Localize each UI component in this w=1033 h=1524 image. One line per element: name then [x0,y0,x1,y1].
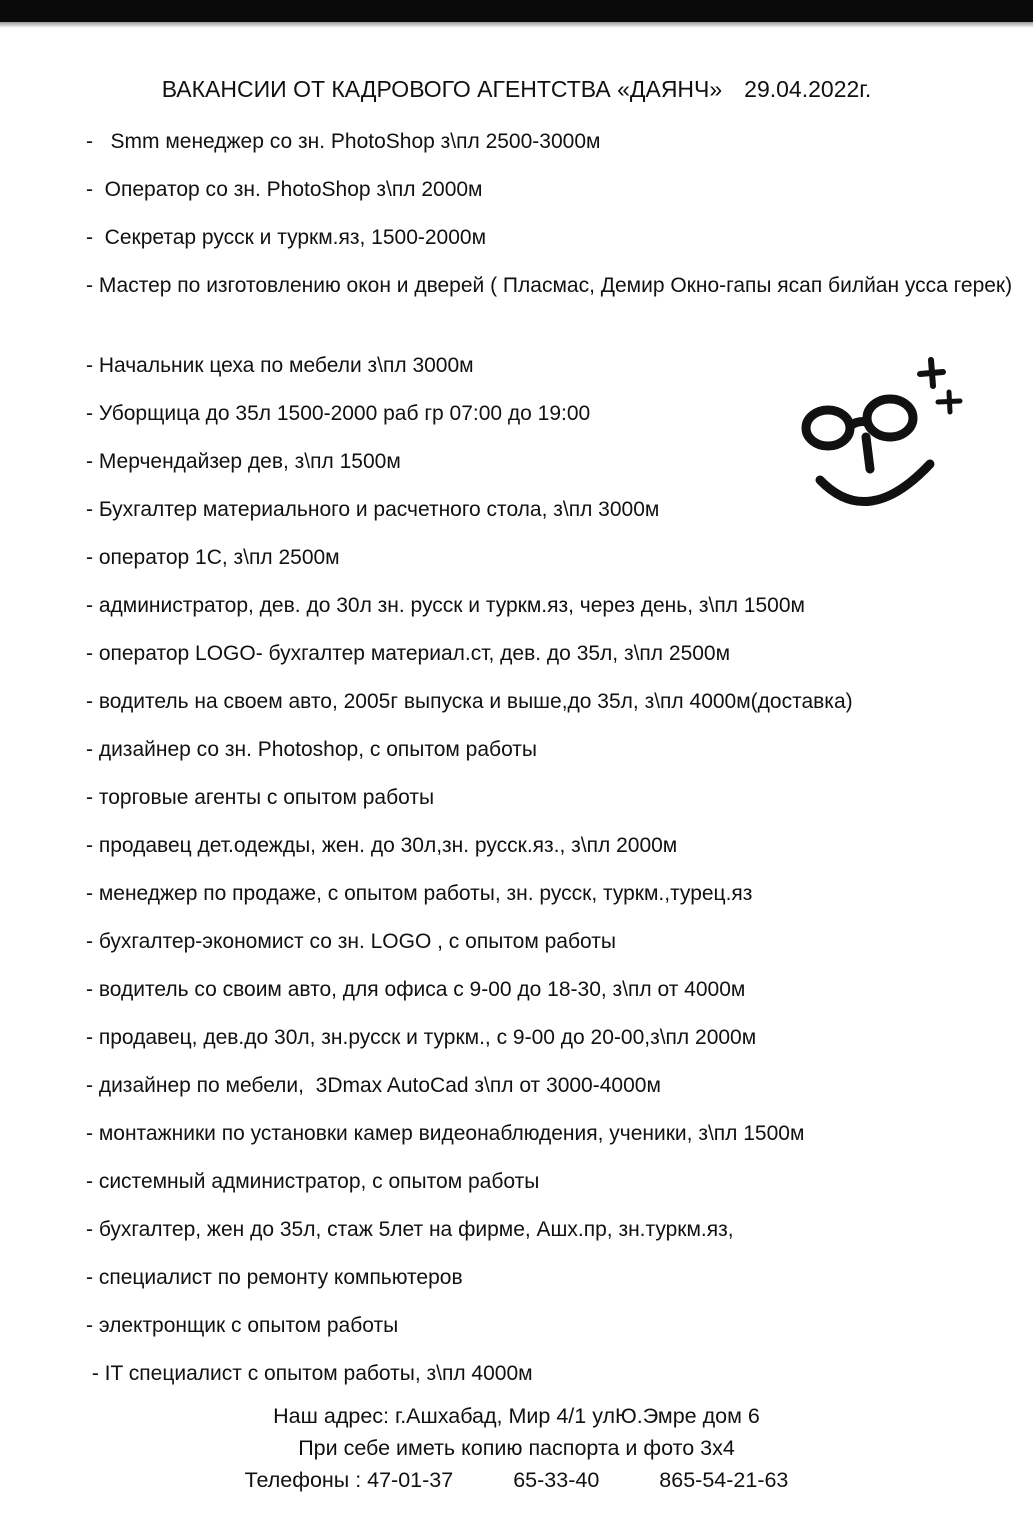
phones-label: Телефоны : 47-01-37 [244,1468,454,1492]
phone-number: 65-33-40 [513,1468,600,1492]
vacancy-item: - системный администратор, с опытом работы [86,1170,540,1193]
vacancy-item: - оператор LOGO- бухгалтер материал.ст, дев. до 35л, з\пл 2500м [86,642,731,665]
vacancy-item: - водитель со своим авто, для офиса с 9-00 до 18-30, з\пл от 4000м [86,978,746,1001]
vacancy-item: - Начальник цеха по мебели з\пл 3000м [86,354,474,377]
vacancy-item: - Секретар русск и туркм.яз, 1500-2000м [86,226,487,249]
vacancy-item: - дизайнер со зн. Photoshop, с опытом работы [86,738,537,761]
phones-line [0,1464,1033,1496]
vacancy-item: - бухгалтер, жен до 35л, стаж 5лет на фирме, Ашх.пр, зн.туркм.яз, [86,1218,734,1241]
contact-footer [0,1400,1033,1496]
vacancy-item: - оператор 1С, з\пл 2500м [86,546,340,569]
top-bar-shadow [0,22,1033,28]
top-status-bar [0,0,1033,22]
vacancy-item: - продавец, дев.до 30л, зн.русск и туркм., с 9-00 до 20-00,з\пл 2000м [86,1026,757,1049]
smiley-glasses-doodle-icon [798,352,968,527]
vacancy-item: - IT специалист с опытом работы, з\пл 4000м [86,1362,533,1385]
vacancy-item: - продавец дет.одежды, жен. до 30л,зн. русск.яз., з\пл 2000м [86,834,678,857]
vacancy-item: - Мерчендайзер дев, з\пл 1500м [86,450,401,473]
vacancy-item: - Уборщица до 35л 1500-2000 раб гр 07:00 до 19:00 [86,402,591,425]
vacancy-item: - Smm менеджер со зн. PhotoShop з\пл 2500-3000м [86,130,601,153]
vacancy-item: - дизайнер по мебели, 3Dmax AutoCad з\пл от 3000-4000м [86,1074,661,1097]
title-date: 29.04.2022г. [744,76,872,102]
vacancy-item: - электронщик с опытом работы [86,1314,399,1337]
vacancy-list [86,126,1016,1406]
vacancy-item: - Мастер по изготовлению окон и дверей ( Пласмас, Демир Окно-гапы ясап билйан усса герек) [86,274,1013,297]
vacancy-item: - водитель на своем авто, 2005г выпуска и выше,до 35л, з\пл 4000м(доставка) [86,690,853,713]
vacancy-item: - администратор, дев. до 30л зн. русск и туркм.яз, через день, з\пл 1500м [86,594,805,617]
vacancy-item: - специалист по ремонту компьютеров [86,1266,463,1289]
title-text: ВАКАНСИИ ОТ КАДРОВОГО АГЕНТСТВА «ДАЯНЧ» [161,76,723,102]
vacancy-item: - Бухгалтер материального и расчетного стола, з\пл 3000м [86,498,660,521]
documents-line: При себе иметь копию паспорта и фото 3х4 [298,1436,735,1460]
address-line: Наш адрес: г.Ашхабад, Мир 4/1 улЮ.Эмре дом 6 [273,1404,760,1428]
vacancy-item: - Оператор со зн. PhotoShop з\пл 2000м [86,178,483,201]
vacancy-item: - монтажники по установки камер видеонаблюдения, ученики, з\пл 1500м [86,1122,805,1145]
vacancy-item: - бухгалтер-экономист со зн. LOGO , с опытом работы [86,930,616,953]
vacancy-item: - менеджер по продаже, с опытом работы, зн. русск, туркм.,турец.яз [86,882,753,905]
vacancy-item: - торговые агенты с опытом работы [86,786,435,809]
phone-number: 865-54-21-63 [659,1468,789,1492]
document-title [0,76,1033,103]
